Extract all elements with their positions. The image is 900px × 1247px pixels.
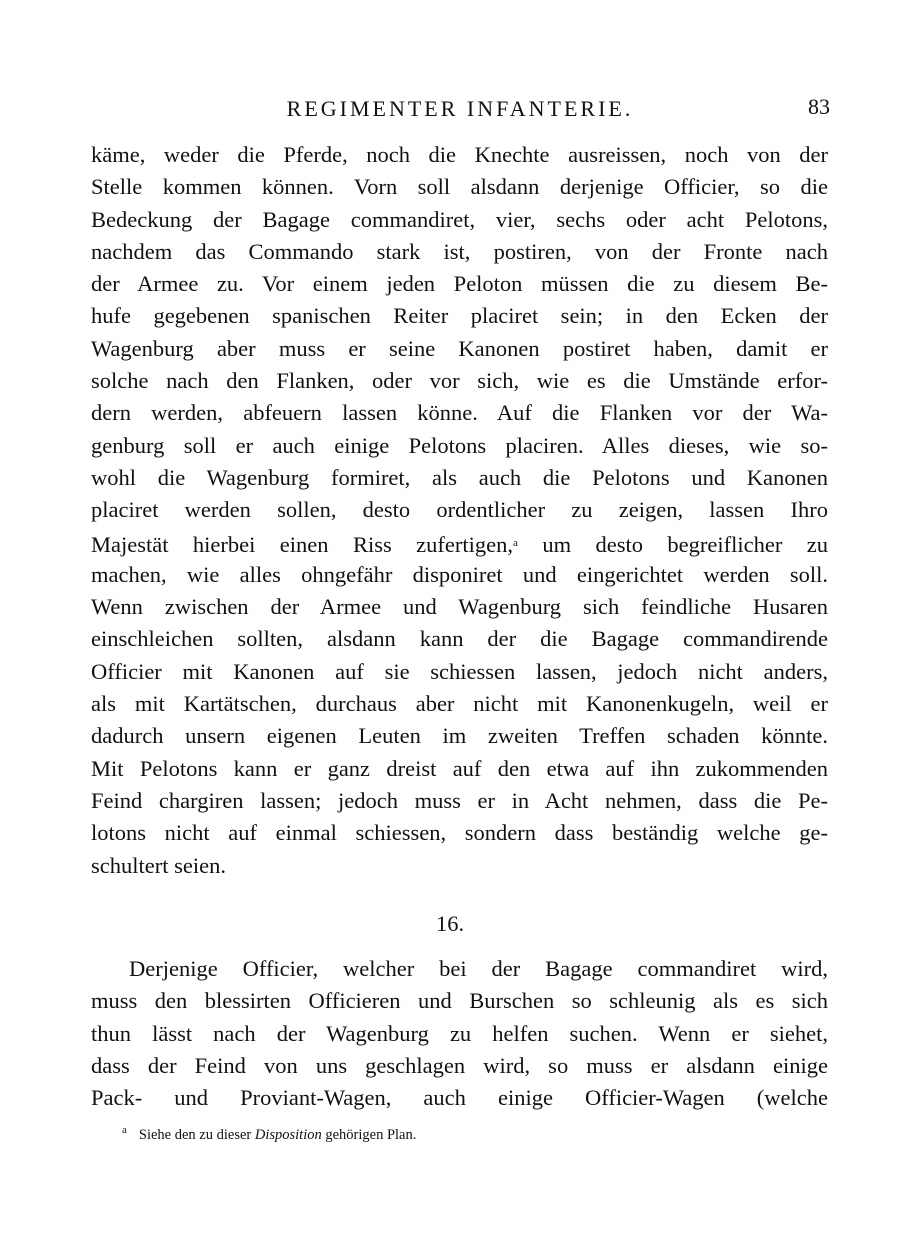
text-segment: Majestät hierbei einen Riss zufertigen, (91, 531, 513, 557)
text-line: der Armee zu. Vor einem jeden Peloton müssen die zu diesem Be- (91, 271, 828, 297)
text-line: einschleichen sollten, alsdann kann der die Bagage commandirende (91, 626, 828, 652)
text-line: genburg soll er auch einige Pelotons placiren. Alles dieses, wie so- (91, 432, 828, 458)
text-line: Mit Pelotons kann er ganz dreist auf den etwa auf ihn zukommenden (91, 755, 828, 781)
text-line: als mit Kartätschen, durchaus aber nicht mit Kanonenkugeln, weil er (91, 691, 828, 717)
text-line: Wenn zwischen der Armee und Wagenburg sich feindliche Husaren (91, 594, 828, 620)
text-line: dern werden, abfeuern lassen könne. Auf die Flanken vor der Wa- (91, 400, 828, 426)
text-line: Wagenburg aber muss er seine Kanonen postiret haben, damit er (91, 335, 828, 361)
paragraph-1 (91, 139, 828, 882)
text-line: Officier mit Kanonen auf sie schiessen lassen, jedoch nicht anders, (91, 658, 828, 684)
running-title: REGIMENTER INFANTERIE. (286, 96, 634, 121)
text-line: placiret werden sollen, desto ordentlicher zu zeigen, lassen Ihro (91, 497, 828, 523)
text-line: muss den blessirten Officieren und Burschen so schleunig als es sich (91, 988, 828, 1014)
page-number: 83 (808, 94, 830, 119)
text-line: dadurch unsern eigenen Leuten im zweiten Treffen schaden könnte. (91, 723, 828, 749)
text-line: dass der Feind von uns geschlagen wird, so muss er alsdann einige (91, 1052, 828, 1078)
text-line: machen, wie alles ohngefähr disponiret und eingerichtet werden soll. (91, 561, 828, 587)
text-line: schultert seien. (91, 852, 226, 878)
text-line: Derjenige Officier, welcher bei der Bagage commandiret wird, (129, 956, 828, 981)
text-line: Bedeckung der Bagage commandiret, vier, sechs oder acht Pelotons, (91, 206, 828, 232)
text-line: thun lässt nach der Wagenburg zu helfen suchen. Wenn er siehet, (91, 1020, 828, 1046)
footnote-reference: a (512, 536, 518, 549)
footnote-text: gehörigen Plan. (325, 1127, 417, 1143)
text-line: Feind chargiren lassen; jedoch muss er in Acht nehmen, dass die Pe- (91, 787, 828, 813)
text-line: Stelle kommen können. Vorn soll alsdann derjenige Officier, so die (91, 174, 828, 200)
paragraph-2 (91, 953, 828, 1114)
text-line: nachdem das Commando stark ist, postiren, von der Fronte nach (91, 238, 828, 264)
text-line: wohl die Wagenburg formiret, als auch die Pelotons und Kanonen (91, 464, 828, 490)
text-line-with-footnote-ref (91, 527, 828, 559)
text-line: lotons nicht auf einmal schiessen, sondern dass beständig welche ge- (91, 820, 828, 846)
section-number: 16. (435, 911, 465, 936)
text-segment: um desto begreiflicher zu (542, 531, 829, 557)
text-line: solche nach den Flanken, oder vor sich, wie es die Umstände erfor- (91, 368, 828, 394)
footnote-italic-text: Disposition (254, 1127, 322, 1143)
text-line: Pack- und Proviant-Wagen, auch einige Officier-Wagen (welche (91, 1085, 828, 1111)
footnote (122, 1124, 416, 1144)
text-line: käme, weder die Pferde, noch die Knechte ausreissen, noch von der (91, 142, 828, 167)
footnote-mark: a (122, 1124, 127, 1136)
footnote-text: Siehe den zu dieser (138, 1127, 252, 1143)
text-line: hufe gegebenen spanischen Reiter placiret sein; in den Ecken der (91, 303, 828, 329)
running-head (90, 94, 830, 124)
